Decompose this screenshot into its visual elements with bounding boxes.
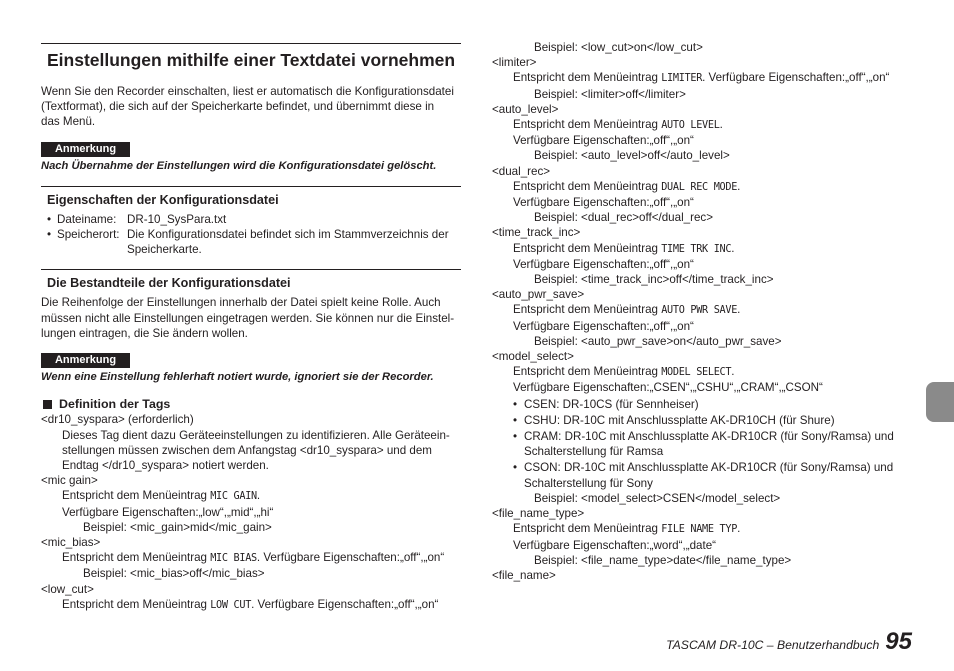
- dual-rec-example: Beispiel: <dual_rec>off</dual_rec>: [534, 211, 713, 225]
- ms-props: Verfügbare Eigenschaften:„CSEN“,„CSHU“,„CRAM“,„CSON“: [513, 381, 823, 395]
- bullet-icon: •: [513, 413, 518, 427]
- components-line-1: Die Reihenfolge der Einstellungen innerhalb der Datei spielt keine Rolle. Auch: [41, 296, 441, 310]
- bullet-icon: •: [513, 461, 518, 475]
- fnt-menu: Entspricht dem Menüeintrag FILE NAME TYP.: [513, 522, 741, 536]
- list-item: • CSHU: DR-10C mit Anschlussplatte AK-DR10CH (für Shure): [513, 413, 835, 427]
- bullet-icon: •: [46, 228, 52, 242]
- ttinc-example: Beispiel: <time_track_inc>off</time_track_inc>: [534, 273, 774, 287]
- bullet-icon: •: [46, 212, 52, 226]
- fnt-example: Beispiel: <file_name_type>date</file_name_type>: [534, 553, 792, 567]
- page-number: 95: [885, 627, 912, 655]
- mic-gain-props: Verfügbare Eigenschaften:„low“,„mid“,„hi“: [62, 505, 274, 519]
- page-footer: [666, 627, 912, 655]
- subheading-components: Die Bestandteile der Konfigurationsdatei: [41, 269, 461, 291]
- bullet-icon: •: [513, 430, 518, 444]
- intro-line-3: das Menü.: [41, 115, 96, 129]
- chapter-tab: [926, 382, 954, 422]
- intro-line-2: (Textformat), die sich auf der Speicherkarte befindet, und übernimmt diese in: [41, 100, 435, 114]
- subheading-properties: Eigenschaften der Konfigurationsdatei: [41, 186, 461, 208]
- tag-auto-level: <auto_level>: [492, 102, 559, 116]
- mic-gain-example: Beispiel: <mic_gain>mid</mic_gain>: [83, 520, 272, 534]
- fnt-props: Verfügbare Eigenschaften:„word“,„date“: [513, 538, 717, 552]
- dr10-desc-1: Dieses Tag dient dazu Geräteeinstellungen zu identifizieren. Alle Geräteein-: [62, 428, 450, 442]
- auto-level-example: Beispiel: <auto_level>off</auto_level>: [534, 149, 730, 163]
- dual-rec-menu: Entspricht dem Menüeintrag DUAL REC MODE.: [513, 179, 741, 193]
- tag-auto-pwr-save: <auto_pwr_save>: [492, 288, 585, 302]
- square-bullet-icon: [43, 400, 52, 409]
- limiter-example: Beispiel: <limiter>off</limiter>: [534, 87, 686, 101]
- mic-bias-example: Beispiel: <mic_bias>off</mic_bias>: [83, 567, 265, 581]
- tag-model-select: <model_select>: [492, 350, 574, 364]
- property-location: • Speicherort: Die Konfigurationsdatei befindet sich im Stammverzeichnis der Speicherkarte.: [41, 227, 461, 257]
- note-label-2: Anmerkung: [41, 353, 130, 368]
- ttinc-menu: Entspricht dem Menüeintrag TIME TRK INC.: [513, 241, 735, 255]
- property-filename: • Dateiname: DR-10_SysPara.txt: [41, 212, 461, 227]
- note-text-1: Nach Übernahme der Einstellungen wird die Konfigurationsdatei gelöscht.: [41, 159, 437, 172]
- mic-gain-menu: Entspricht dem Menüeintrag MIC GAIN.: [62, 489, 261, 503]
- list-item: • CSEN: DR-10CS (für Sennheiser): [513, 397, 699, 411]
- aps-menu: Entspricht dem Menüeintrag AUTO PWR SAVE.: [513, 303, 741, 317]
- tag-dual-rec: <dual_rec>: [492, 164, 551, 178]
- model-list: [492, 397, 912, 491]
- low-cut-example: Beispiel: <low_cut>on</low_cut>: [534, 41, 703, 54]
- ms-menu: Entspricht dem Menüeintrag MODEL SELECT.: [513, 365, 735, 379]
- tag-file-name: <file_name>: [492, 568, 556, 582]
- tag-dr10-syspara: <dr10_syspara> (erforderlich): [41, 413, 194, 427]
- footer-title: TASCAM DR-10C – Benutzerhandbuch: [666, 637, 880, 652]
- right-column: [492, 40, 912, 583]
- dr10-desc-2: stellungen müssen zwischen dem Anfangstag <dr10_syspara> und dem: [62, 443, 432, 457]
- dual-rec-props: Verfügbare Eigenschaften:„off“,„on“: [513, 196, 694, 210]
- bullet-icon: •: [513, 397, 518, 411]
- left-column: [41, 43, 461, 613]
- auto-level-menu: Entspricht dem Menüeintrag AUTO LEVEL.: [513, 118, 723, 132]
- low-cut-menu: Entspricht dem Menüeintrag LOW CUT. Verfügbare Eigenschaften:„off“,„on“: [62, 597, 439, 611]
- tags-heading: Definition der Tags: [41, 397, 461, 412]
- note-text-2: Wenn eine Einstellung fehlerhaft notiert wurde, ignoriert sie der Recorder.: [41, 371, 434, 384]
- tag-mic-gain: <mic gain>: [41, 474, 98, 488]
- note-label-1: Anmerkung: [41, 142, 130, 157]
- components-line-3: lungen eintragen, die Sie ändern wollen.: [41, 326, 248, 340]
- auto-level-props: Verfügbare Eigenschaften:„off“,„on“: [513, 134, 694, 148]
- dr10-desc-3: Endtag </dr10_syspara> notiert werden.: [62, 459, 269, 473]
- list-item: • CRAM: DR-10C mit Anschlussplatte AK-DR10CR (für Sony/Ramsa) und Schalterstellung für Ramsa: [513, 430, 894, 459]
- intro-line-1: Wenn Sie den Recorder einschalten, liest er automatisch die Konfigurationsdatei: [41, 85, 454, 98]
- section-title: Einstellungen mithilfe einer Textdatei vornehmen: [41, 43, 461, 70]
- ttinc-props: Verfügbare Eigenschaften:„off“,„on“: [513, 257, 694, 271]
- tag-low-cut: <low_cut>: [41, 582, 94, 596]
- list-item: • CSON: DR-10C mit Anschlussplatte AK-DR10CR (für Sony/Ramsa) und Schalterstellung für Sony: [513, 461, 894, 490]
- limiter-menu: Entspricht dem Menüeintrag LIMITER. Verfügbare Eigenschaften:„off“,„on“: [513, 71, 890, 85]
- mic-bias-menu: Entspricht dem Menüeintrag MIC BIAS. Verfügbare Eigenschaften:„off“,„on“: [62, 551, 445, 565]
- tag-file-name-type: <file_name_type>: [492, 507, 585, 521]
- ms-example: Beispiel: <model_select>CSEN</model_select>: [534, 491, 781, 505]
- tag-time-track-inc: <time_track_inc>: [492, 226, 581, 240]
- components-line-2: müssen nicht alle Einstellungen eingetragen werden. Sie können nur die Einstel-: [41, 311, 455, 325]
- aps-example: Beispiel: <auto_pwr_save>on</auto_pwr_save>: [534, 334, 782, 348]
- aps-props: Verfügbare Eigenschaften:„off“,„on“: [513, 319, 694, 333]
- tag-mic-bias: <mic_bias>: [41, 536, 101, 550]
- tag-limiter: <limiter>: [492, 56, 537, 70]
